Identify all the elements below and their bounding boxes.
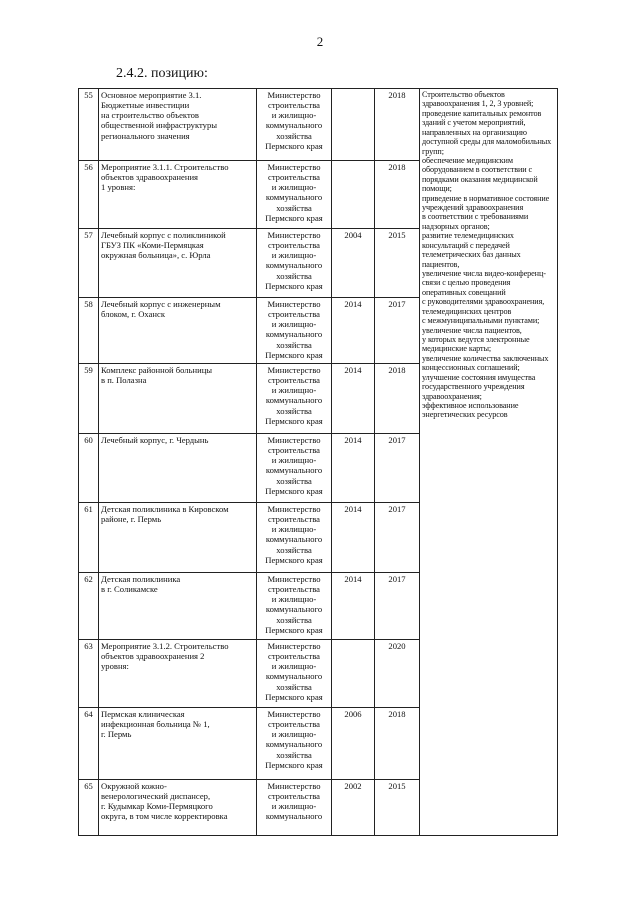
ministry-line: коммунального <box>265 329 323 340</box>
ministry-line: Пермского края <box>265 280 323 291</box>
row-ministry <box>257 780 332 836</box>
start-year: 2002 <box>332 780 375 836</box>
ministry-line: коммунального <box>265 739 323 750</box>
ministry-line: Министерство <box>267 299 321 309</box>
ministry-line: хозяйства <box>276 681 312 692</box>
description-line: Пермская клиническая <box>101 709 185 719</box>
ministry-line: Министерство <box>267 781 321 791</box>
results-line: в соответствии с требованиями <box>422 212 529 222</box>
ministry-line: строительства <box>268 240 320 251</box>
row-ministry <box>257 434 332 503</box>
description-line: в п. Полазна <box>101 375 147 386</box>
results-line: связи с целью проведения <box>422 278 511 288</box>
results-line: энергетических ресурсов <box>422 410 508 420</box>
results-line: увеличение числа видео-конференц- <box>422 269 546 279</box>
ministry-line: и жилищно- <box>271 594 317 605</box>
results-line: обеспечение медицинским <box>422 155 513 165</box>
end-year: 2018 <box>375 161 420 229</box>
row-description <box>99 298 257 364</box>
row-number: 60 <box>79 434 99 503</box>
results-line: увеличение количества заключенных <box>422 353 549 363</box>
ministry-line: Пермского края <box>265 415 323 426</box>
row-description <box>99 708 257 780</box>
row-description <box>99 503 257 573</box>
results-line: консультаций с передачей <box>422 240 510 250</box>
ministry-line: Пермского края <box>265 349 323 360</box>
ministry-line: коммунального <box>265 534 323 545</box>
description-line: Детская поликлиника в Кировском <box>101 504 229 514</box>
ministry-line: Министерство <box>267 162 321 172</box>
table-row <box>79 89 558 161</box>
results-line: концессионных соглашений; <box>422 363 520 373</box>
start-year: 2006 <box>332 708 375 780</box>
row-description <box>99 434 257 503</box>
ministry-line: коммунального <box>265 671 323 682</box>
ministry-line: Министерство <box>267 435 321 445</box>
results-line: зданий с учетом мероприятий, <box>422 118 526 128</box>
ministry-line: хозяйства <box>276 475 312 486</box>
description-line: венерологический диспансер, <box>101 791 211 802</box>
results-line: групп; <box>422 146 444 156</box>
start-year: 2004 <box>332 229 375 298</box>
ministry-line: и жилищно- <box>271 801 317 812</box>
row-description <box>99 573 257 640</box>
row-ministry <box>257 298 332 364</box>
start-year: 2014 <box>332 573 375 640</box>
row-number: 62 <box>79 573 99 640</box>
start-year <box>332 161 375 229</box>
start-year: 2014 <box>332 434 375 503</box>
end-year: 2017 <box>375 434 420 503</box>
row-description <box>99 161 257 229</box>
results-line: развитие телемедицинских <box>422 231 514 241</box>
results-line: приведение в нормативное состояние <box>422 193 550 203</box>
row-ministry <box>257 503 332 573</box>
results-line: Строительство объектов <box>422 90 505 99</box>
ministry-line: коммунального <box>265 811 323 822</box>
ministry-line: Министерство <box>267 230 321 240</box>
ministry-line: Пермского края <box>265 759 323 770</box>
results-line: пациентов, <box>422 259 460 269</box>
ministry-line: хозяйства <box>276 270 312 281</box>
description-line: уровня: <box>101 661 129 672</box>
results-line: помощи; <box>422 184 452 194</box>
ministry-line: хозяйства <box>276 544 312 555</box>
row-ministry <box>257 364 332 434</box>
results-line: медицинские карты; <box>422 344 492 354</box>
section-heading: 2.4.2. позицию: <box>116 66 208 81</box>
ministry-line: строительства <box>268 172 320 183</box>
ministry-line: строительства <box>268 514 320 525</box>
ministry-line: Пермского края <box>265 485 323 496</box>
results-line: направленных на организацию <box>422 127 527 137</box>
end-year: 2017 <box>375 298 420 364</box>
end-year: 2017 <box>375 573 420 640</box>
ministry-line: и жилищно- <box>271 182 317 193</box>
results-line: эффективное использование <box>422 400 519 410</box>
results-line: оперативных совещаний <box>422 287 506 297</box>
description-line: Основное мероприятие 3.1. <box>101 90 202 100</box>
results-line: надзорных органов; <box>422 221 490 231</box>
ministry-line: хозяйства <box>276 202 312 213</box>
row-number: 58 <box>79 298 99 364</box>
description-line: блоком, г. Оханск <box>101 309 165 320</box>
ministry-line: и жилищно- <box>271 250 317 261</box>
start-year: 2014 <box>332 364 375 434</box>
description-line: 1 уровня: <box>101 182 136 193</box>
row-number: 63 <box>79 640 99 708</box>
row-description <box>99 364 257 434</box>
ministry-line: строительства <box>268 719 320 730</box>
row-ministry <box>257 708 332 780</box>
description-line: г. Кудымкар Коми-Пермяцкого <box>101 801 213 812</box>
end-year: 2015 <box>375 229 420 298</box>
ministry-line: хозяйства <box>276 130 312 141</box>
ministry-line: и жилищно- <box>271 319 317 330</box>
ministry-line: строительства <box>268 375 320 386</box>
start-year <box>332 640 375 708</box>
description-line: на строительство объектов <box>101 110 199 121</box>
results-line: учреждений здравоохранения <box>422 203 524 213</box>
ministry-line: строительства <box>268 100 320 111</box>
ministry-line: Министерство <box>267 365 321 375</box>
end-year: 2015 <box>375 780 420 836</box>
start-year: 2014 <box>332 503 375 573</box>
ministry-line: Министерство <box>267 709 321 719</box>
ministry-line: коммунального <box>265 192 323 203</box>
end-year: 2017 <box>375 503 420 573</box>
ministry-line: Министерство <box>267 90 321 100</box>
ministry-line: и жилищно- <box>271 524 317 535</box>
ministry-line: коммунального <box>265 395 323 406</box>
results-line: у которых ведутся электронные <box>422 334 530 344</box>
row-ministry <box>257 229 332 298</box>
ministry-line: коммунального <box>265 465 323 476</box>
results-line: с межмуниципальными пунктами; <box>422 316 540 326</box>
description-line: инфекционная больница № 1, <box>101 719 210 730</box>
ministry-line: хозяйства <box>276 749 312 760</box>
ministry-line: Пермского края <box>265 691 323 702</box>
ministry-line: строительства <box>268 584 320 595</box>
description-line: Лечебный корпус с поликлиникой <box>101 230 226 240</box>
description-line: г. Пермь <box>101 729 132 740</box>
start-year <box>332 89 375 161</box>
page-number: 2 <box>316 34 324 49</box>
description-line: Мероприятие 3.1.2. Строительство <box>101 641 229 651</box>
results-line: оборудованием в соответствии с <box>422 165 533 175</box>
description-line: Лечебный корпус, г. Чердынь <box>101 435 209 445</box>
row-description <box>99 229 257 298</box>
ministry-line: Министерство <box>267 504 321 514</box>
ministry-line: хозяйства <box>276 614 312 625</box>
results-line: порядками оказания медицинской <box>422 174 538 184</box>
results-line: проведение капитальных ремонтов <box>422 108 542 118</box>
results-line: улучшение состояния имущества <box>422 372 536 382</box>
ministry-line: и жилищно- <box>271 455 317 466</box>
ministry-line: коммунального <box>265 604 323 615</box>
description-line: Мероприятие 3.1.1. Строительство <box>101 162 229 172</box>
expected-results <box>420 89 558 836</box>
row-number: 65 <box>79 780 99 836</box>
description-line: окружная больница», с. Юрла <box>101 250 211 261</box>
ministry-line: коммунального <box>265 260 323 271</box>
results-line: здравоохранения 1, 2, 3 уровней; <box>422 99 534 109</box>
row-number: 55 <box>79 89 99 161</box>
row-ministry <box>257 89 332 161</box>
description-line: общественной инфраструктуры <box>101 120 218 131</box>
description-line: регионального значения <box>101 130 190 141</box>
ministry-line: коммунального <box>265 120 323 131</box>
description-line: Окружной кожно- <box>101 781 167 791</box>
row-ministry <box>257 640 332 708</box>
row-description <box>99 89 257 161</box>
row-number: 57 <box>79 229 99 298</box>
description-line: Бюджетные инвестиции <box>101 100 190 111</box>
row-ministry <box>257 573 332 640</box>
ministry-line: Пермского края <box>265 140 323 151</box>
results-line: с руководителями здравоохранения, <box>422 297 545 307</box>
ministry-line: и жилищно- <box>271 110 317 121</box>
description-line: ГБУЗ ПК «Коми-Пермяцкая <box>101 240 204 251</box>
description-line: округа, в том числе корректировка <box>101 811 228 822</box>
results-line: телеметрических баз данных <box>422 250 521 260</box>
results-line: государственного учреждения <box>422 382 525 392</box>
ministry-line: Пермского края <box>265 624 323 635</box>
results-line: здравоохранения; <box>422 391 482 401</box>
ministry-line: и жилищно- <box>271 729 317 740</box>
row-description <box>99 640 257 708</box>
row-number: 59 <box>79 364 99 434</box>
ministry-line: хозяйства <box>276 405 312 416</box>
description-line: объектов здравоохранения 2 <box>101 651 205 662</box>
row-ministry <box>257 161 332 229</box>
ministry-line: строительства <box>268 309 320 320</box>
ministry-line: и жилищно- <box>271 385 317 396</box>
row-number: 61 <box>79 503 99 573</box>
results-line: телемедицинских центров <box>422 306 512 316</box>
ministry-line: Министерство <box>267 574 321 584</box>
description-line: Комплекс районной больницы <box>101 365 213 375</box>
positions-table <box>78 88 558 836</box>
description-line: объектов здравоохранения <box>101 172 198 183</box>
ministry-line: строительства <box>268 445 320 456</box>
results-line: доступной среды для маломобильных <box>422 137 552 147</box>
end-year: 2018 <box>375 364 420 434</box>
description-line: в г. Соликамске <box>101 584 158 595</box>
row-number: 56 <box>79 161 99 229</box>
ministry-line: Пермского края <box>265 212 323 223</box>
description-line: Лечебный корпус с инженерным <box>101 299 221 309</box>
ministry-line: Пермского края <box>265 554 323 565</box>
end-year: 2018 <box>375 708 420 780</box>
end-year: 2018 <box>375 89 420 161</box>
start-year: 2014 <box>332 298 375 364</box>
ministry-line: Министерство <box>267 641 321 651</box>
row-number: 64 <box>79 708 99 780</box>
end-year: 2020 <box>375 640 420 708</box>
ministry-line: и жилищно- <box>271 661 317 672</box>
ministry-line: строительства <box>268 791 320 802</box>
row-description <box>99 780 257 836</box>
ministry-line: хозяйства <box>276 339 312 350</box>
description-line: районе, г. Пермь <box>101 514 162 525</box>
description-line: Детская поликлиника <box>101 574 181 584</box>
results-line: увеличение числа пациентов, <box>422 325 522 335</box>
ministry-line: строительства <box>268 651 320 662</box>
